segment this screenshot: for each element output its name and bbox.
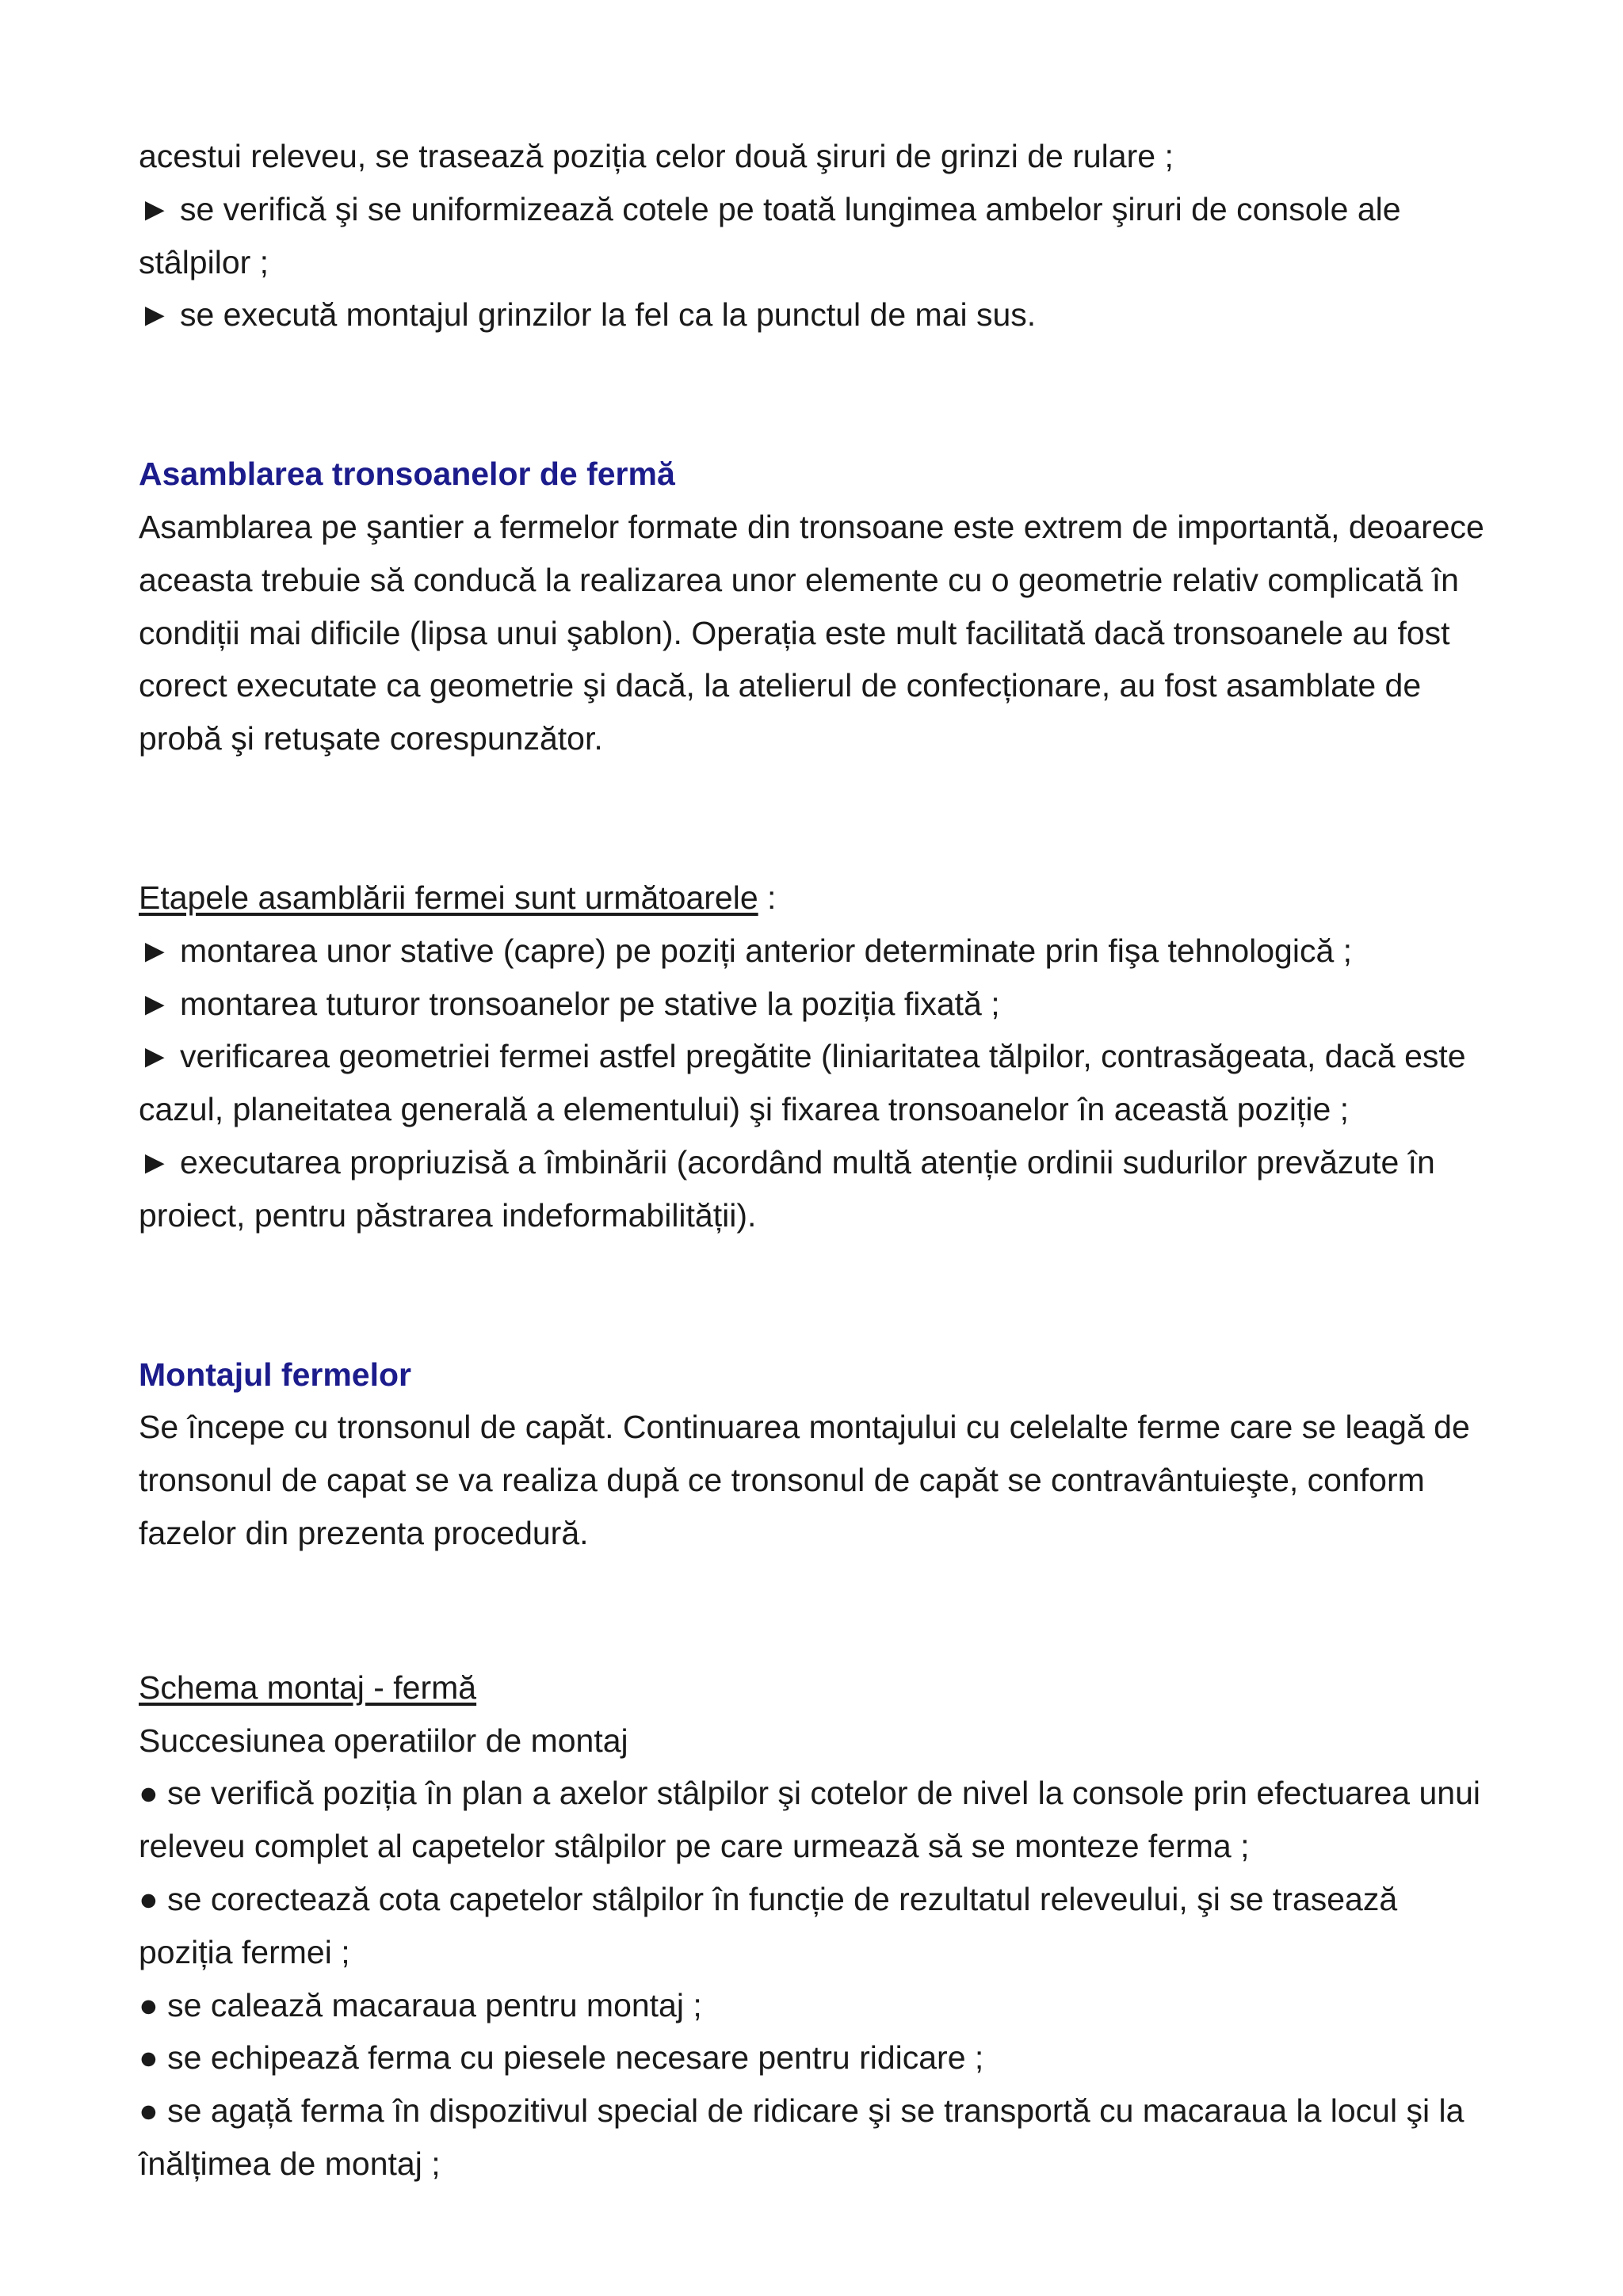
schema-subtitle: Succesiunea operatiilor de montaj xyxy=(139,1722,628,1759)
schema-item: ● se corectează cota capetelor stâlpilor în funcție de rezultatul releveului, şi se trasează poziția fermei ; xyxy=(139,1880,1398,1970)
section-heading-montaj: Montajul fermelor xyxy=(139,1356,411,1393)
etape-title: Etapele asamblării fermei sunt următoarele xyxy=(139,879,758,916)
schema-title: Schema montaj - fermă xyxy=(139,1669,477,1706)
asamblare-paragraph: Asamblarea pe şantier a fermelor formate din tronsoane este extrem de importantă, deoarece aceasta trebuie să conducă la realizarea unor elemente cu o geometrie relativ complicată în condiții mai dificile (lipsa unui şablon). Operația este mult facilitată dacă tronsoanele au fost corect executate ca geometrie şi dacă, la atelierul de confecționare, au fost asamblate de probă şi retuşate corespunzător. xyxy=(139,508,1484,757)
schema-item: ● se agață ferma în dispozitivul special de ridicare şi se transportă cu macaraua la locul şi la înălțimea de montaj ; xyxy=(139,2092,1465,2182)
intro-line: acestui releveu, se trasează poziția celor două şiruri de grinzi de rulare ; xyxy=(139,138,1174,174)
intro-bullet-2: ► se execută montajul grinzilor la fel ca la punctul de mai sus. xyxy=(139,296,1037,334)
schema-title-line xyxy=(139,1661,1544,1714)
schema-item: ● se echipează ferma cu piesele necesare pentru ridicare ; xyxy=(139,2039,984,2077)
etape-title-suffix: : xyxy=(758,879,777,916)
section-heading-asamblare: Asamblarea tronsoanelor de fermă xyxy=(139,456,675,493)
etape-item: ► montarea unor stative (capre) pe poziți anterior determinate prin fişa tehnologică ; xyxy=(139,932,1353,969)
schema-item: ● se verifică poziția în plan a axelor stâlpilor şi cotelor de nivel la console prin efectuarea unui releveu complet al capetelor stâlpilor pe care urmează să se monteze ferma ; xyxy=(139,1775,1481,1865)
etape-item: ► executarea propriuzisă a îmbinării (acordând multă atenție ordinii sudurilor prevăzute în proiect, pentru păstrarea indeformabilității). xyxy=(139,1143,1435,1234)
schema-item: ● se calează macaraua pentru montaj ; xyxy=(139,1986,702,2023)
etape-title-line xyxy=(139,871,1544,925)
etape-item: ► verificarea geometriei fermei astfel pregătite (liniaritatea tălpilor, contrasăgeata, dacă este cazul, planeitatea generală a elementului) şi fixarea tronsoanelor în această poziție ; xyxy=(139,1038,1466,1128)
montaj-paragraph: Se începe cu tronsonul de capăt. Continuarea montajului cu celelalte ferme care se leagă de tronsonul de capat se va realiza după ce tronsonul de capăt se contravântuieşte, conform fazelor din prezenta procedură. xyxy=(139,1409,1470,1551)
intro-bullet-1: ► se verifică şi se uniformizează cotele pe toată lungimea ambelor şiruri de console ale stâlpilor ; xyxy=(139,190,1401,280)
etape-item: ► montarea tuturor tronsoanelor pe stative la poziția fixată ; xyxy=(139,985,1000,1022)
